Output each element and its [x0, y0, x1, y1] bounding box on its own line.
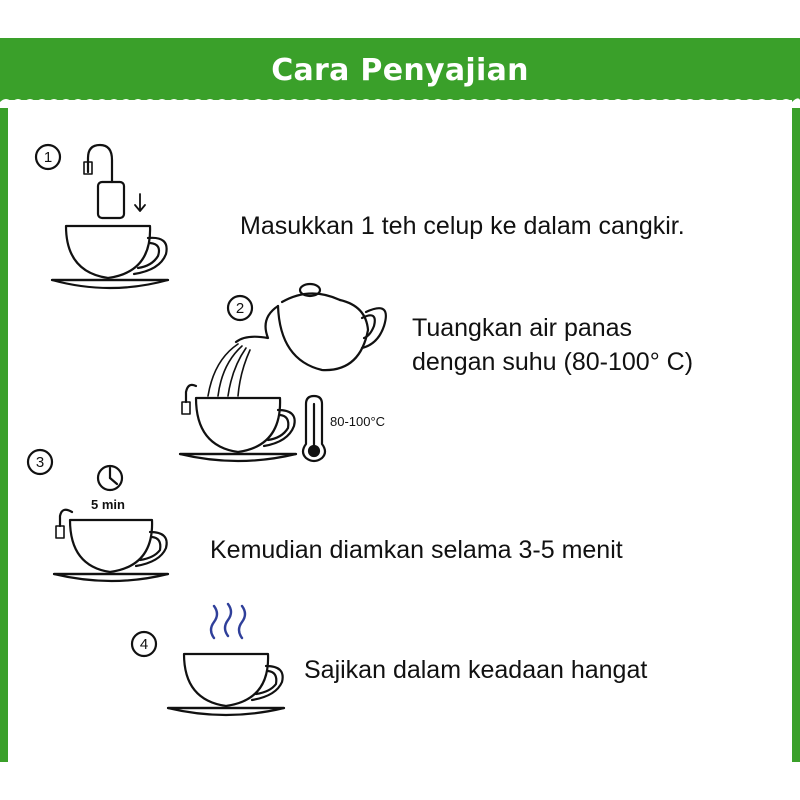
step-4-number-badge: [132, 632, 156, 656]
timer-label: 5 min: [91, 497, 125, 512]
step-1-text: Masukkan 1 teh celup ke dalam cangkir.: [240, 212, 685, 240]
svg-text:3: 3: [35, 454, 45, 471]
cup-icon: [184, 654, 283, 706]
step-2-text-line1: Tuangkan air panas: [412, 314, 633, 342]
timer-icon: [98, 466, 122, 490]
step-4-text: Sajikan dalam keadaan hangat: [304, 656, 648, 684]
svg-text:2: 2: [235, 300, 245, 317]
cup-icon: [66, 226, 167, 278]
step-3-number-badge: [28, 450, 52, 474]
steam-icon: [211, 604, 245, 638]
pouring-water-icon: [208, 344, 250, 396]
page-title: Cara Penyajian: [271, 53, 529, 88]
saucer-icon: [180, 454, 296, 461]
teabag-icon: [182, 385, 196, 414]
cup-icon: [70, 520, 167, 572]
step-2-text-line2: dengan suhu (80-100° C): [412, 348, 694, 376]
thermometer-label: 80-100°C: [330, 414, 386, 429]
step-3-text: Kemudian diamkan selama 3-5 menit: [210, 536, 623, 564]
step-2-number-badge: [228, 296, 252, 320]
svg-text:1: 1: [43, 149, 53, 166]
svg-text:4: 4: [139, 636, 149, 653]
step-1-number-badge: [36, 145, 60, 169]
teabag-icon: [84, 145, 145, 218]
thermometer-icon: [303, 396, 325, 461]
cup-icon: [196, 398, 295, 452]
teapot-icon: [236, 284, 386, 370]
saucer-icon: [168, 708, 284, 715]
saucer-icon: [52, 280, 168, 288]
saucer-icon: [54, 574, 168, 581]
